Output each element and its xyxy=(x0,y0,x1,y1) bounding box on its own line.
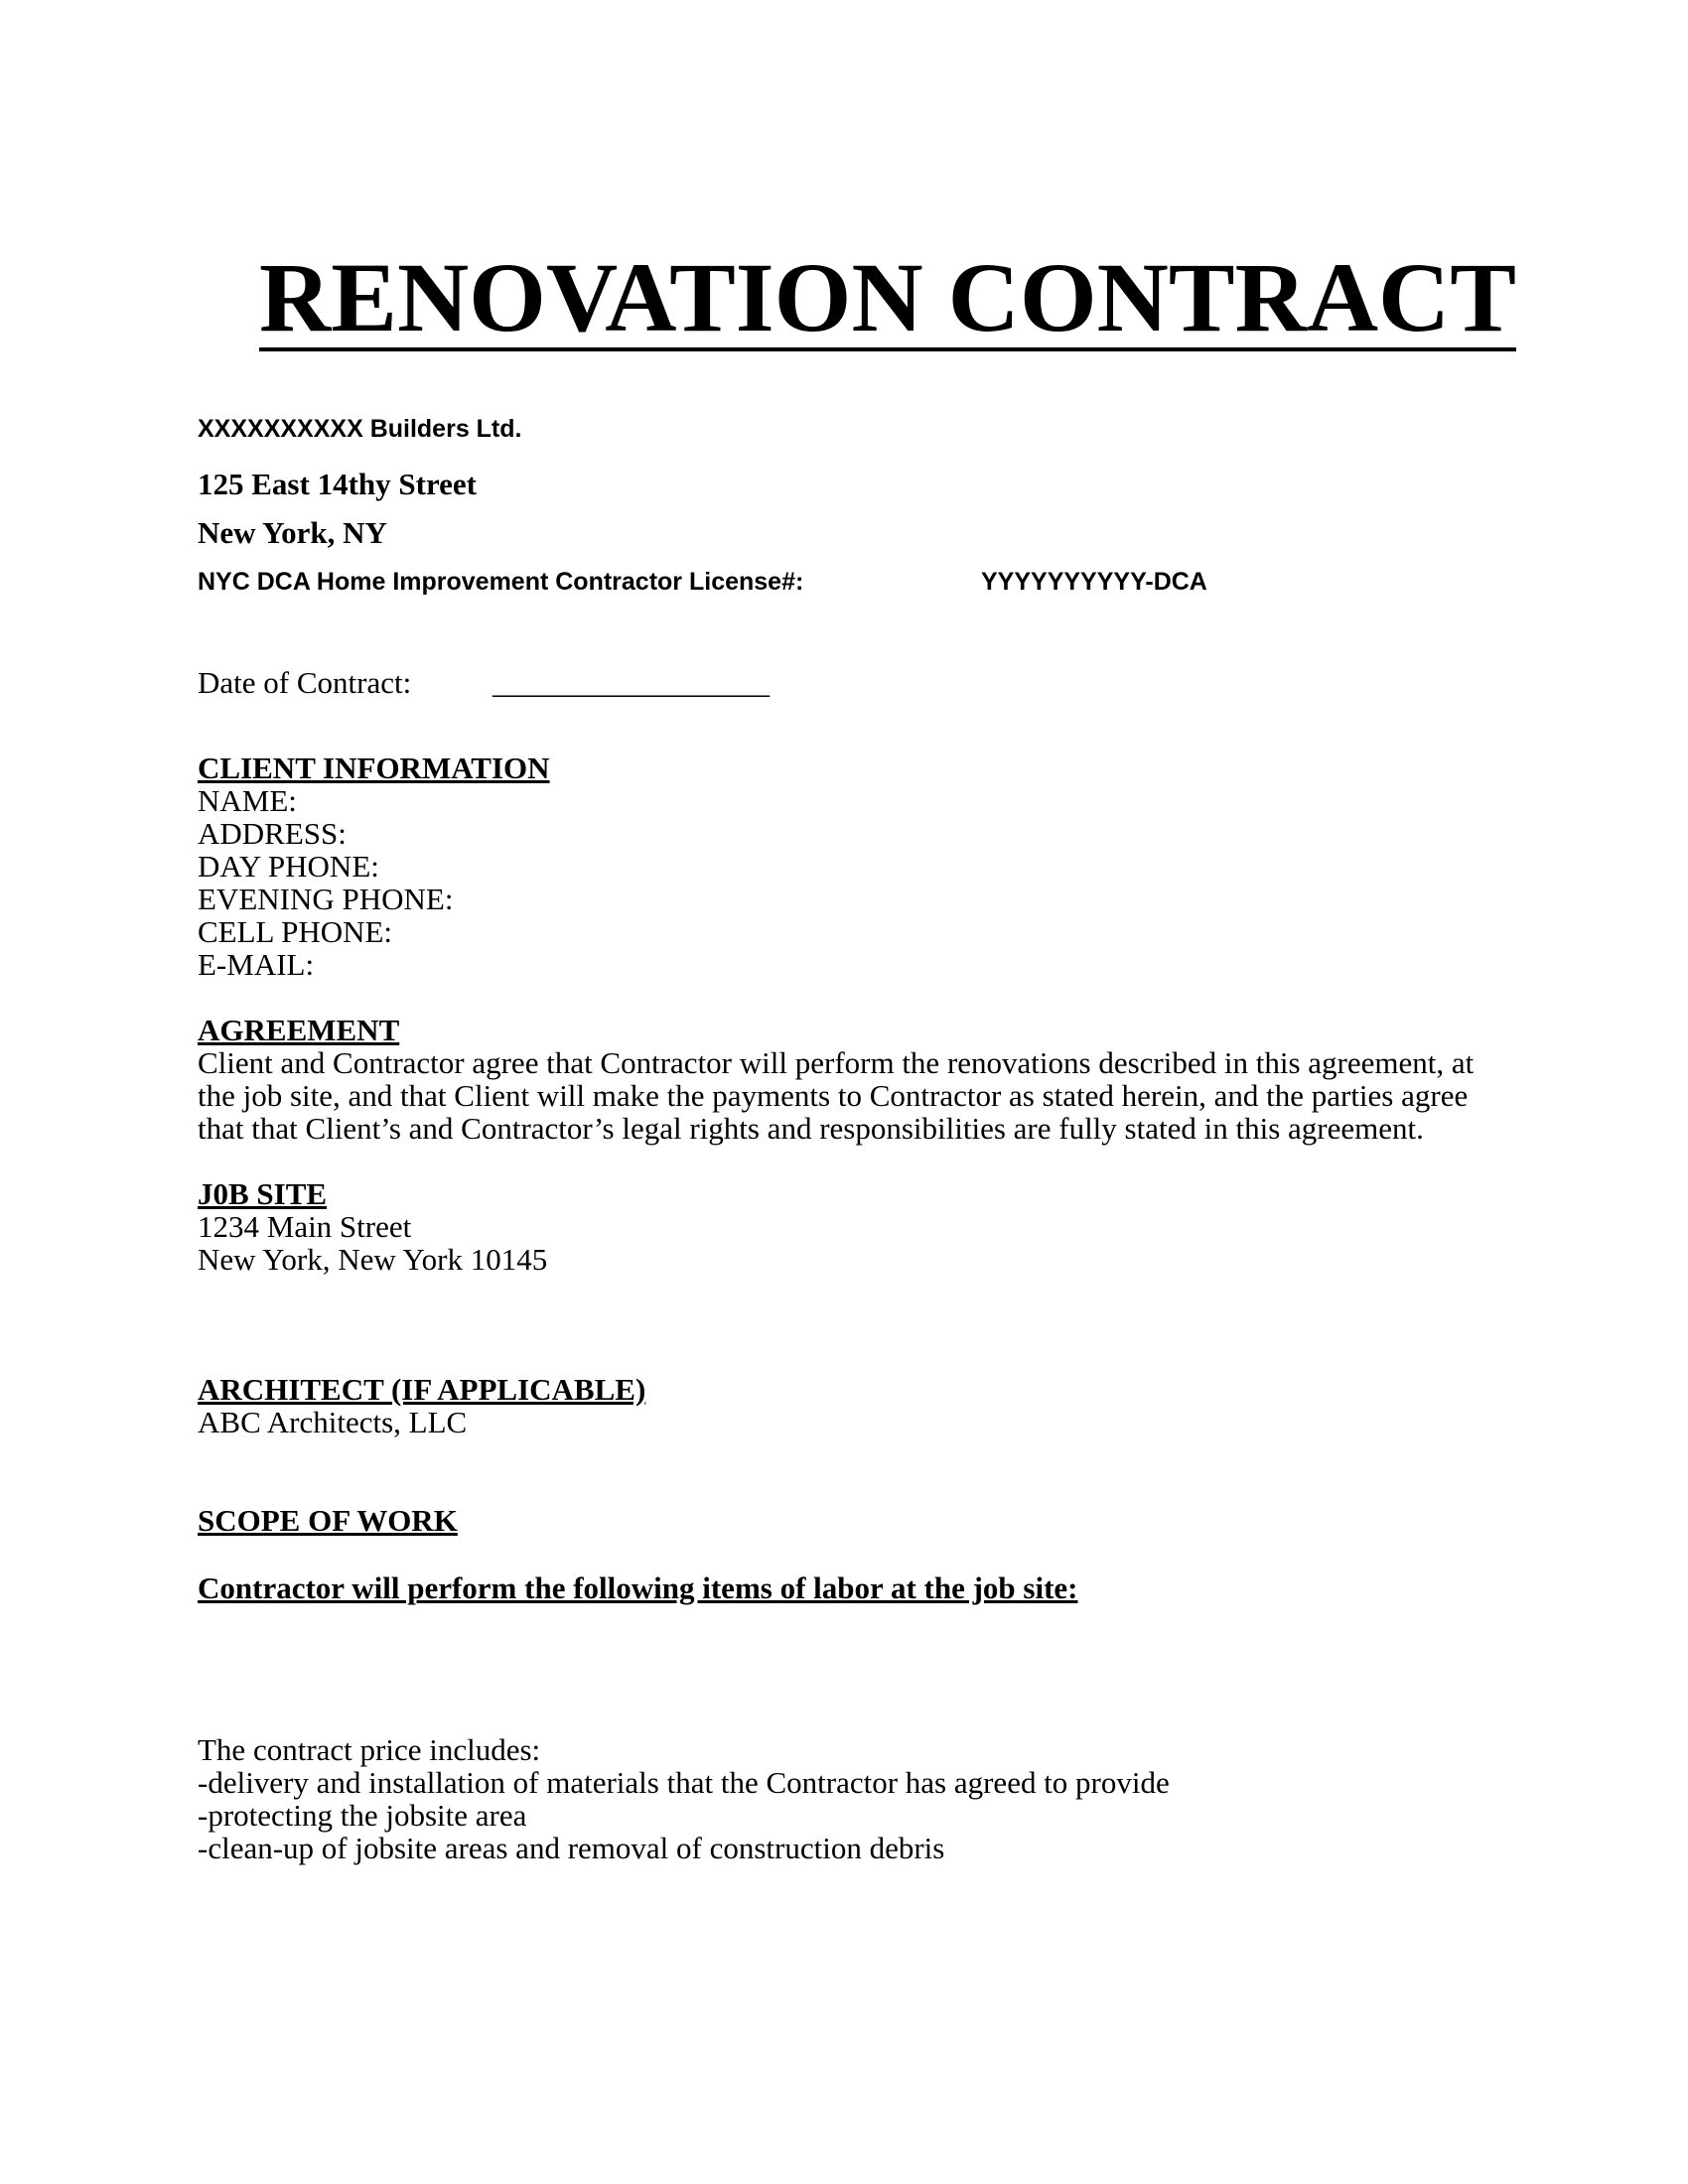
job-site-line-2: New York, New York 10145 xyxy=(198,1242,548,1277)
job-site-heading: J0B SITE xyxy=(198,1176,328,1211)
document-title-text: RENOVATION CONTRACT xyxy=(259,242,1516,352)
client-information-section xyxy=(198,751,1568,981)
contract-price-item-2: -protecting the jobsite area xyxy=(198,1798,527,1833)
contract-price-item-3: -clean-up of jobsite areas and removal of construction debris xyxy=(198,1831,945,1865)
scope-of-work-section xyxy=(198,1504,1568,1537)
company-address-line1: 125 East 14thy Street xyxy=(198,467,477,501)
client-information-heading: CLIENT INFORMATION xyxy=(198,751,550,785)
license-label: NYC DCA Home Improvement Contractor License#: xyxy=(198,568,804,596)
contract-price-item-1: -delivery and installation of materials that the Contractor has agreed to provide xyxy=(198,1765,1170,1800)
client-field-address: ADDRESS: xyxy=(198,816,347,851)
agreement-line-2: the job site, and that Client will make the payments to Contractor as stated herein, and the parties agree xyxy=(198,1078,1469,1113)
client-field-day-phone: DAY PHONE: xyxy=(198,849,379,884)
company-address-line2: New York, NY xyxy=(198,515,387,550)
date-of-contract-blank: __________________ xyxy=(492,665,770,700)
document-title xyxy=(0,243,1688,352)
client-field-email: E-MAIL: xyxy=(198,947,315,982)
license-value: YYYYYYYYYY-DCA xyxy=(981,568,1207,596)
client-field-cell-phone: CELL PHONE: xyxy=(198,914,393,949)
job-site-line-1: 1234 Main Street xyxy=(198,1209,412,1244)
job-site-section xyxy=(198,1177,1568,1276)
date-of-contract-label: Date of Contract: xyxy=(198,665,412,700)
company-name: XXXXXXXXXX Builders Ltd. xyxy=(198,415,522,443)
architect-heading: ARCHITECT (IF APPLICABLE) xyxy=(198,1372,646,1407)
architect-line-1: ABC Architects, LLC xyxy=(198,1405,468,1439)
agreement-section xyxy=(198,1014,1568,1145)
scope-of-work-subheading: Contractor will perform the following items of labor at the job site: xyxy=(198,1570,1078,1605)
contract-price-section xyxy=(198,1733,1568,1864)
agreement-heading: AGREEMENT xyxy=(198,1013,400,1047)
client-field-name: NAME: xyxy=(198,783,297,818)
client-field-evening-phone: EVENING PHONE: xyxy=(198,882,454,916)
agreement-line-3: that that Client’s and Contractor’s legal rights and responsibilities are fully stated in this agreement. xyxy=(198,1111,1424,1146)
contract-price-intro: The contract price includes: xyxy=(198,1732,541,1767)
agreement-line-1: Client and Contractor agree that Contractor will perform the renovations described in this agreement, at xyxy=(198,1045,1475,1080)
architect-section xyxy=(198,1373,1568,1438)
scope-of-work-heading: SCOPE OF WORK xyxy=(198,1503,458,1538)
